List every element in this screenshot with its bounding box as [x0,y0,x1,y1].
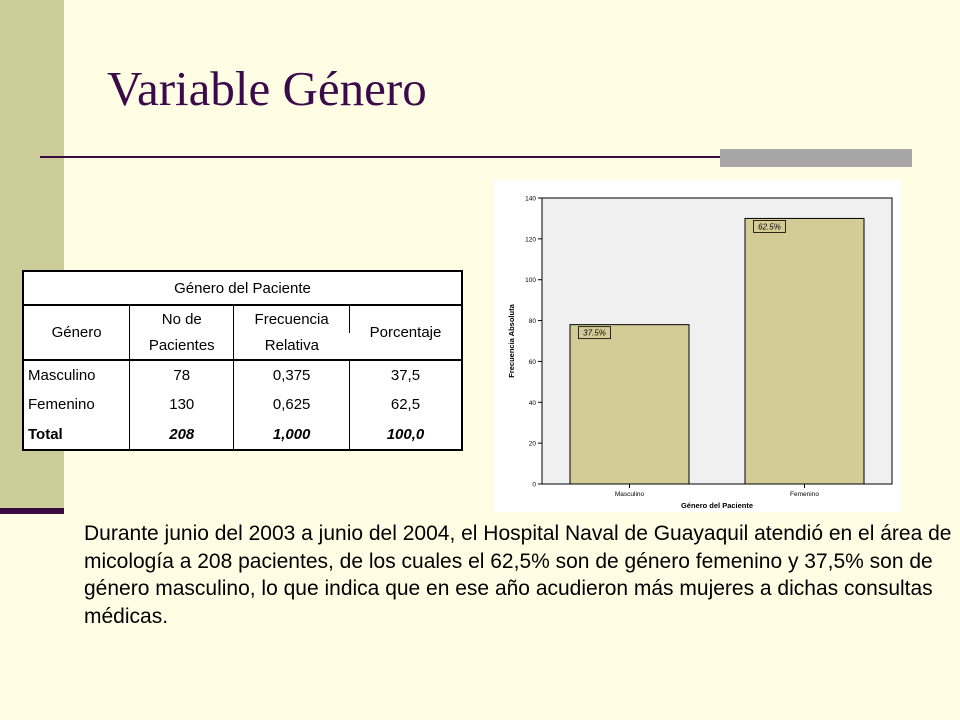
sidebar-accent-line [0,508,64,514]
summary-paragraph: Durante junio del 2003 a junio del 2004, el Hospital Naval de Guayaquil atendió en el área de micología a 208 pacientes, de los cuales el 62,5% son de género femenino y 37,5% son de género masculino, lo que indica que en ese año acudieron más mujeres a dichas consultas médicas. [84,522,952,628]
bar [745,218,864,484]
y-tick-label: 120 [525,236,536,244]
row-porcentaje: 62,5 [390,396,421,414]
row-frecuencia: 0,625 [234,390,350,419]
x-tick-label: Femenino [790,491,819,498]
row-frecuencia: 0,375 [234,360,350,390]
header-pacientes-line1: No de [130,305,234,332]
data-label: 37.5% [583,328,606,338]
table-caption: Género del Paciente [24,272,461,305]
x-axis-label: Género del Paciente [680,501,754,510]
y-tick-label: 40 [528,399,536,407]
header-frecuencia-line1: Frecuencia [234,305,350,332]
total-porcentaje: 100,0 [386,425,425,443]
slide-title: Variable Género [107,61,427,116]
header-porcentaje: Porcentaje [349,305,461,360]
table-row [24,390,461,419]
total-frecuencia: 1,000 [234,420,350,449]
header-frecuencia-line2: Relativa [234,333,350,360]
total-label: Total [24,420,130,449]
y-tick-label: 60 [528,358,536,366]
y-axis-label: Frecuencia Absoluta [507,304,516,378]
header-genero: Género [24,305,130,360]
header-pacientes-line2: Pacientes [130,333,234,360]
y-tick-label: 80 [528,318,536,326]
y-tick-label: 0 [532,481,536,489]
table-row [24,360,461,390]
bar-chart [494,180,901,512]
table-total-row [24,420,461,449]
bar-chart-svg [494,180,901,512]
gender-table [22,270,463,451]
row-label: Femenino [24,390,130,419]
y-tick-label: 140 [525,195,536,203]
row-pacientes: 130 [130,390,234,419]
data-label: 62.5% [758,222,781,232]
row-pacientes: 78 [130,360,234,390]
bar [570,325,689,484]
total-pacientes: 208 [130,420,234,449]
title-underline-accent [720,149,912,167]
row-porcentaje: 37,5 [390,367,421,385]
row-label: Masculino [24,360,130,390]
y-tick-label: 20 [528,440,536,448]
x-tick-label: Masculino [614,491,645,498]
y-tick-label: 100 [525,277,536,285]
